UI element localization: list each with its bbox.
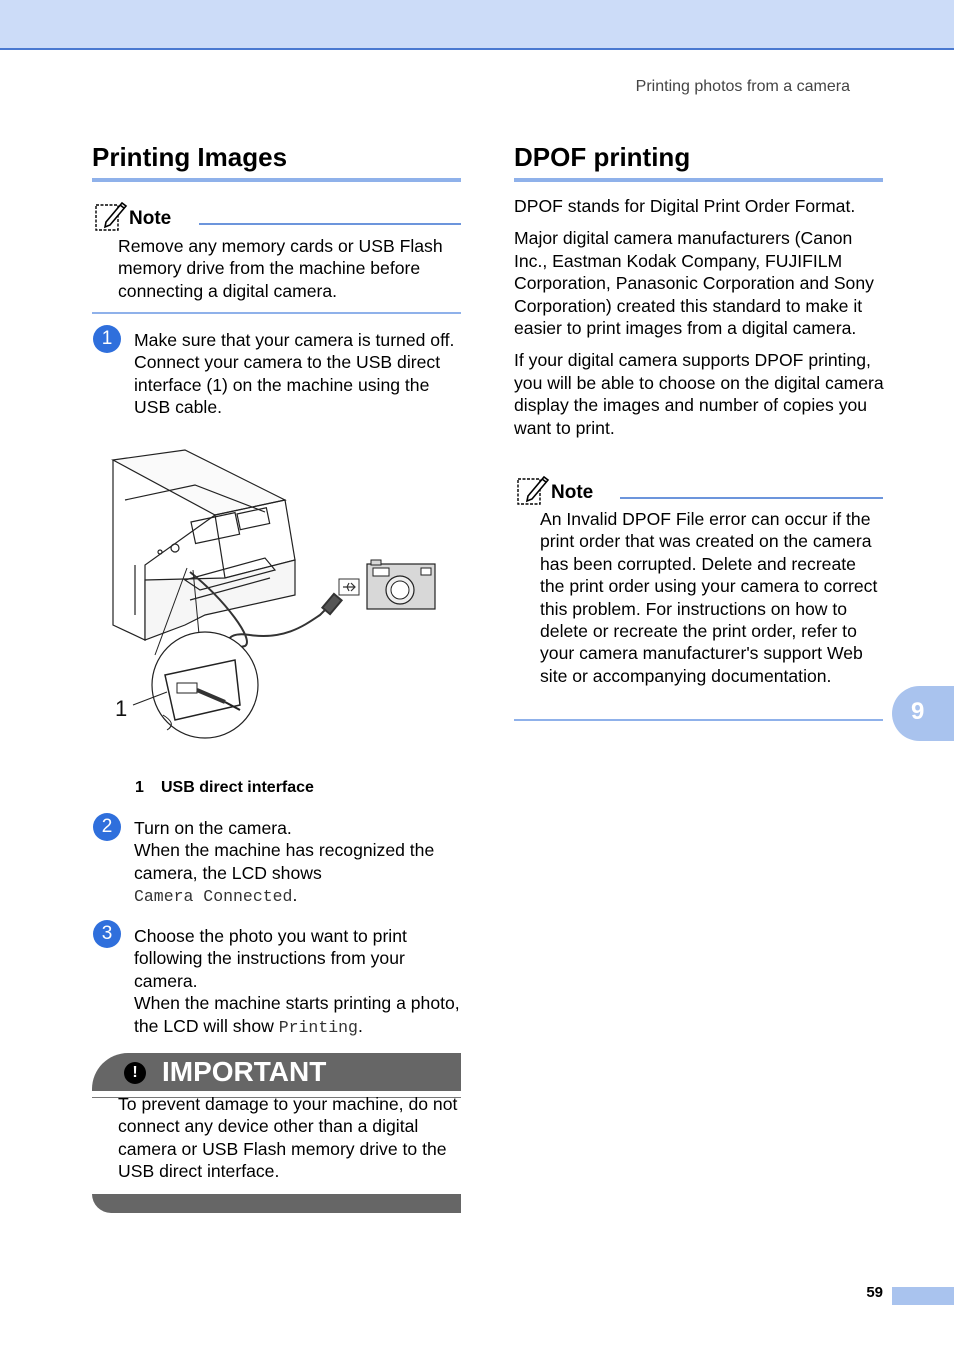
caption-number: 1 <box>135 779 144 796</box>
chapter-number: 9 <box>911 698 925 725</box>
step-3-line-1: Choose the photo you want to print following the instructions from your camera. <box>134 926 407 991</box>
step-2-end: . <box>292 885 298 906</box>
note-bottom-rule <box>92 312 461 314</box>
top-header-band <box>0 0 954 50</box>
note-text: Remove any memory cards or USB Flash memory drive from the machine before connecting a digital camera. <box>118 236 443 301</box>
important-footer-bar <box>92 1194 461 1213</box>
exclamation-icon: ! <box>124 1062 146 1084</box>
printer-illustration <box>113 450 295 640</box>
paragraph: If your digital camera supports DPOF printing, you will be able to choose on the digital camera display the images and number of copies you want to print. <box>514 350 884 438</box>
note-pencil-icon <box>516 474 550 506</box>
step-3-end: . <box>357 1015 363 1036</box>
note-header-line <box>620 497 883 499</box>
step-3-text <box>134 925 464 1039</box>
page-number: 59 <box>866 1284 883 1301</box>
note-header <box>94 200 461 230</box>
step-3-line-2 <box>134 992 464 1039</box>
step-1-text: Make sure that your camera is turned off. Connect your camera to the USB direct interface (1) on the machine using the USB cable. <box>134 330 455 418</box>
step-2-line-1: Turn on the camera. <box>134 818 292 838</box>
paragraph: DPOF stands for Digital Print Order Format. <box>514 196 856 216</box>
step-1-badge: 1 <box>93 325 121 353</box>
note-label: Note <box>129 208 172 229</box>
note-header <box>516 474 883 504</box>
paragraph: Major digital camera manufacturers (Canon Inc., Eastman Kodak Company, FUJIFILM Corporation, Panasonic Corporation and Sony Corporation) created this standard to make it easier to print images from a digital camera. <box>514 228 874 339</box>
printer-camera-illustration <box>105 440 450 740</box>
chapter-tab <box>892 686 954 741</box>
running-head: Printing photos from a camera <box>635 78 850 95</box>
step-2-text <box>134 817 464 909</box>
note-pencil-icon <box>94 200 128 232</box>
figure-caption <box>135 779 314 797</box>
note-label: Note <box>551 482 594 503</box>
step-3-badge: 3 <box>93 920 121 948</box>
important-header-bar <box>92 1053 461 1091</box>
step-3-line-2-text: When the machine starts printing a photo, the LCD will show <box>134 993 460 1036</box>
dpof-body <box>514 195 884 449</box>
camera-icon <box>367 560 435 609</box>
step-2-line-2: When the machine has recognized the camera, the LCD shows <box>134 840 435 883</box>
important-text: To prevent damage to your machine, do not connect any device other than a digital camera or USB Flash memory drive to the USB direct interface. <box>118 1094 458 1182</box>
note-header-line <box>199 223 461 225</box>
lcd-message: Camera Connected <box>134 887 293 907</box>
note-text: An Invalid DPOF File error can occur if the print order that was created on the camera has been corrupted. Delete and recreate the print order using your camera to correct this problem. For instructions on how to delete or recreate the print order, refer to your camera manufacturer's support Web site or accompanying documentation. <box>540 509 878 686</box>
page-number-tab <box>892 1287 954 1305</box>
figure-callout-number: 1 <box>115 696 128 721</box>
title-rule <box>92 178 461 182</box>
important-label: IMPORTANT <box>162 1056 327 1087</box>
usb-symbol-icon <box>339 579 359 595</box>
step-2-lcd-line <box>134 884 464 908</box>
step-2-badge: 2 <box>93 813 121 841</box>
note-bottom-rule <box>514 719 883 721</box>
section-title-dpof-printing: DPOF printing <box>514 142 691 172</box>
title-rule <box>514 178 883 182</box>
lcd-message: Printing <box>278 1017 358 1037</box>
section-title-printing-images: Printing Images <box>92 142 288 172</box>
caption-text: USB direct interface <box>161 779 314 796</box>
